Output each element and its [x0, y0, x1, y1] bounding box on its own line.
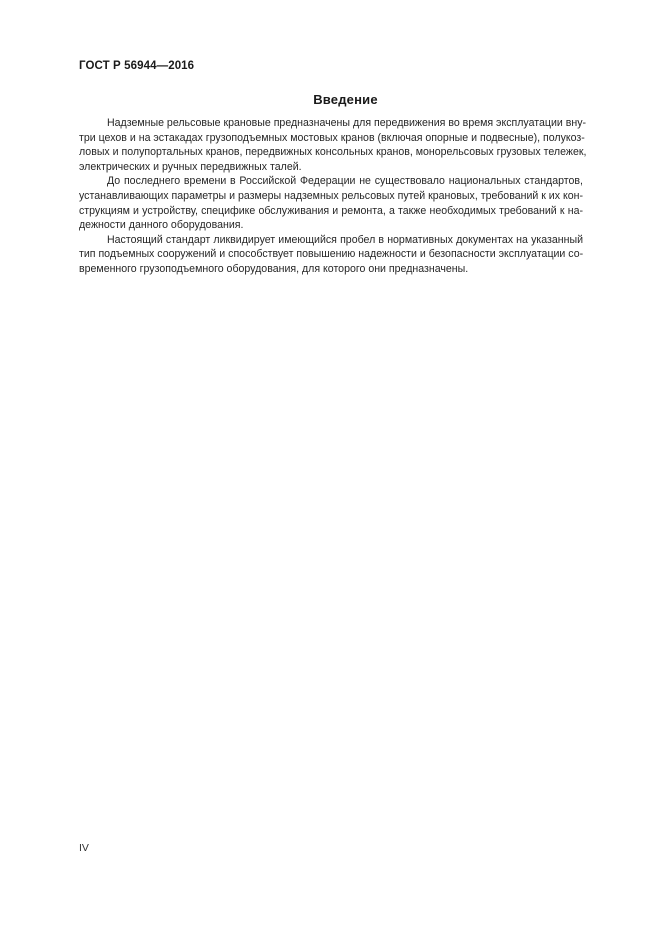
text-line: дежности данного оборудования. — [79, 219, 244, 232]
text-line: Надземные рельсовые крановые предназначены для передвижения во время эксплуатации вну- — [107, 117, 587, 129]
text-line: До последнего времени в Российской Федерации не существовало национальных стандартов, — [107, 175, 583, 188]
body-text — [79, 116, 587, 277]
section-title: Введение — [313, 92, 378, 107]
text-line: тип подъемных сооружений и способствует повышению надежности и безопасности эксплуатации со- — [79, 248, 584, 261]
paragraph-1 — [79, 116, 587, 174]
text-line: устанавливающих параметры и размеры надземных рельсовых путей крановых, требований к их кон- — [79, 189, 583, 202]
paragraph-3 — [79, 233, 583, 277]
paragraph-2 — [79, 174, 583, 232]
text-line: электрических и ручных передвижных талей. — [79, 160, 302, 173]
standard-code-header: ГОСТ Р 56944—2016 — [79, 60, 195, 72]
text-line: временного грузоподъемного оборудования, для которого они предназначены. — [79, 262, 469, 275]
text-line: Настоящий стандарт ликвидирует имеющийся пробел в нормативных документах на указанный — [107, 233, 583, 246]
text-line: ловых и полупортальных кранов, передвижных консольных кранов, монорельсовых грузовых тележек, — [79, 146, 587, 159]
page-number: IV — [79, 842, 89, 854]
text-line: три цехов и на эстакадах грузоподъемных мостовых кранов (включая опорные и подвесные), полукоз- — [79, 131, 585, 144]
text-line: струкциям и устройству, специфике обслуживания и ремонта, а также необходимых требований к на- — [79, 204, 583, 217]
